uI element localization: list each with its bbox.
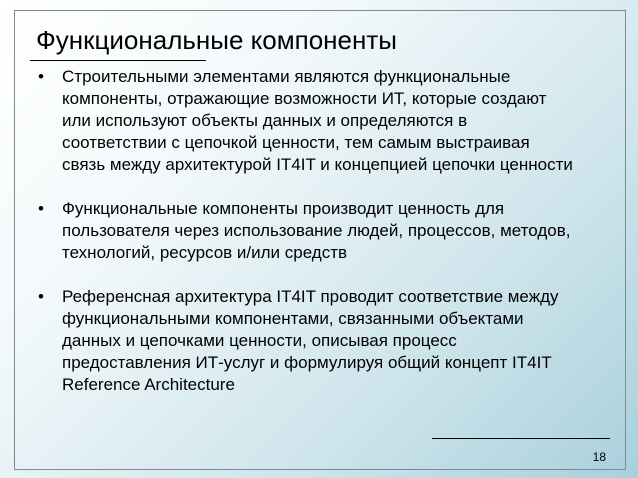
title-underline	[30, 60, 206, 61]
slide-title: Функциональные компоненты	[36, 25, 397, 55]
footer-divider	[432, 438, 610, 439]
bullet-list	[30, 66, 610, 396]
bullet-text: Функциональные компоненты производит ценность для пользователя через использование людей, процессов, методов, технологий, ресурсов и/или средств	[62, 199, 571, 262]
bullet-item	[30, 198, 610, 264]
page-number: 18	[592, 450, 606, 464]
bullet-item	[30, 286, 610, 396]
bullet-marker: •	[38, 67, 44, 86]
bullet-text: Строительными элементами являются функциональные компоненты, отражающие возможности ИТ, которые создают или используют объекты данных и определяются в соответствии с цепочкой ценности, тем самым выстраивая связь между архитектурой IT4IT и концепцией цепочки ценности	[62, 67, 573, 174]
bullet-marker: •	[38, 199, 44, 218]
bullet-text: Референсная архитектура IT4IT проводит соответствие между функциональными компонентами, связанными объектами данных и цепочками ценности, описывая процесс предоставления ИТ-услуг и формулируя общий концепт IT4IT Reference Architecture	[62, 287, 559, 394]
bullet-marker: •	[38, 287, 44, 306]
bullet-item	[30, 66, 610, 176]
